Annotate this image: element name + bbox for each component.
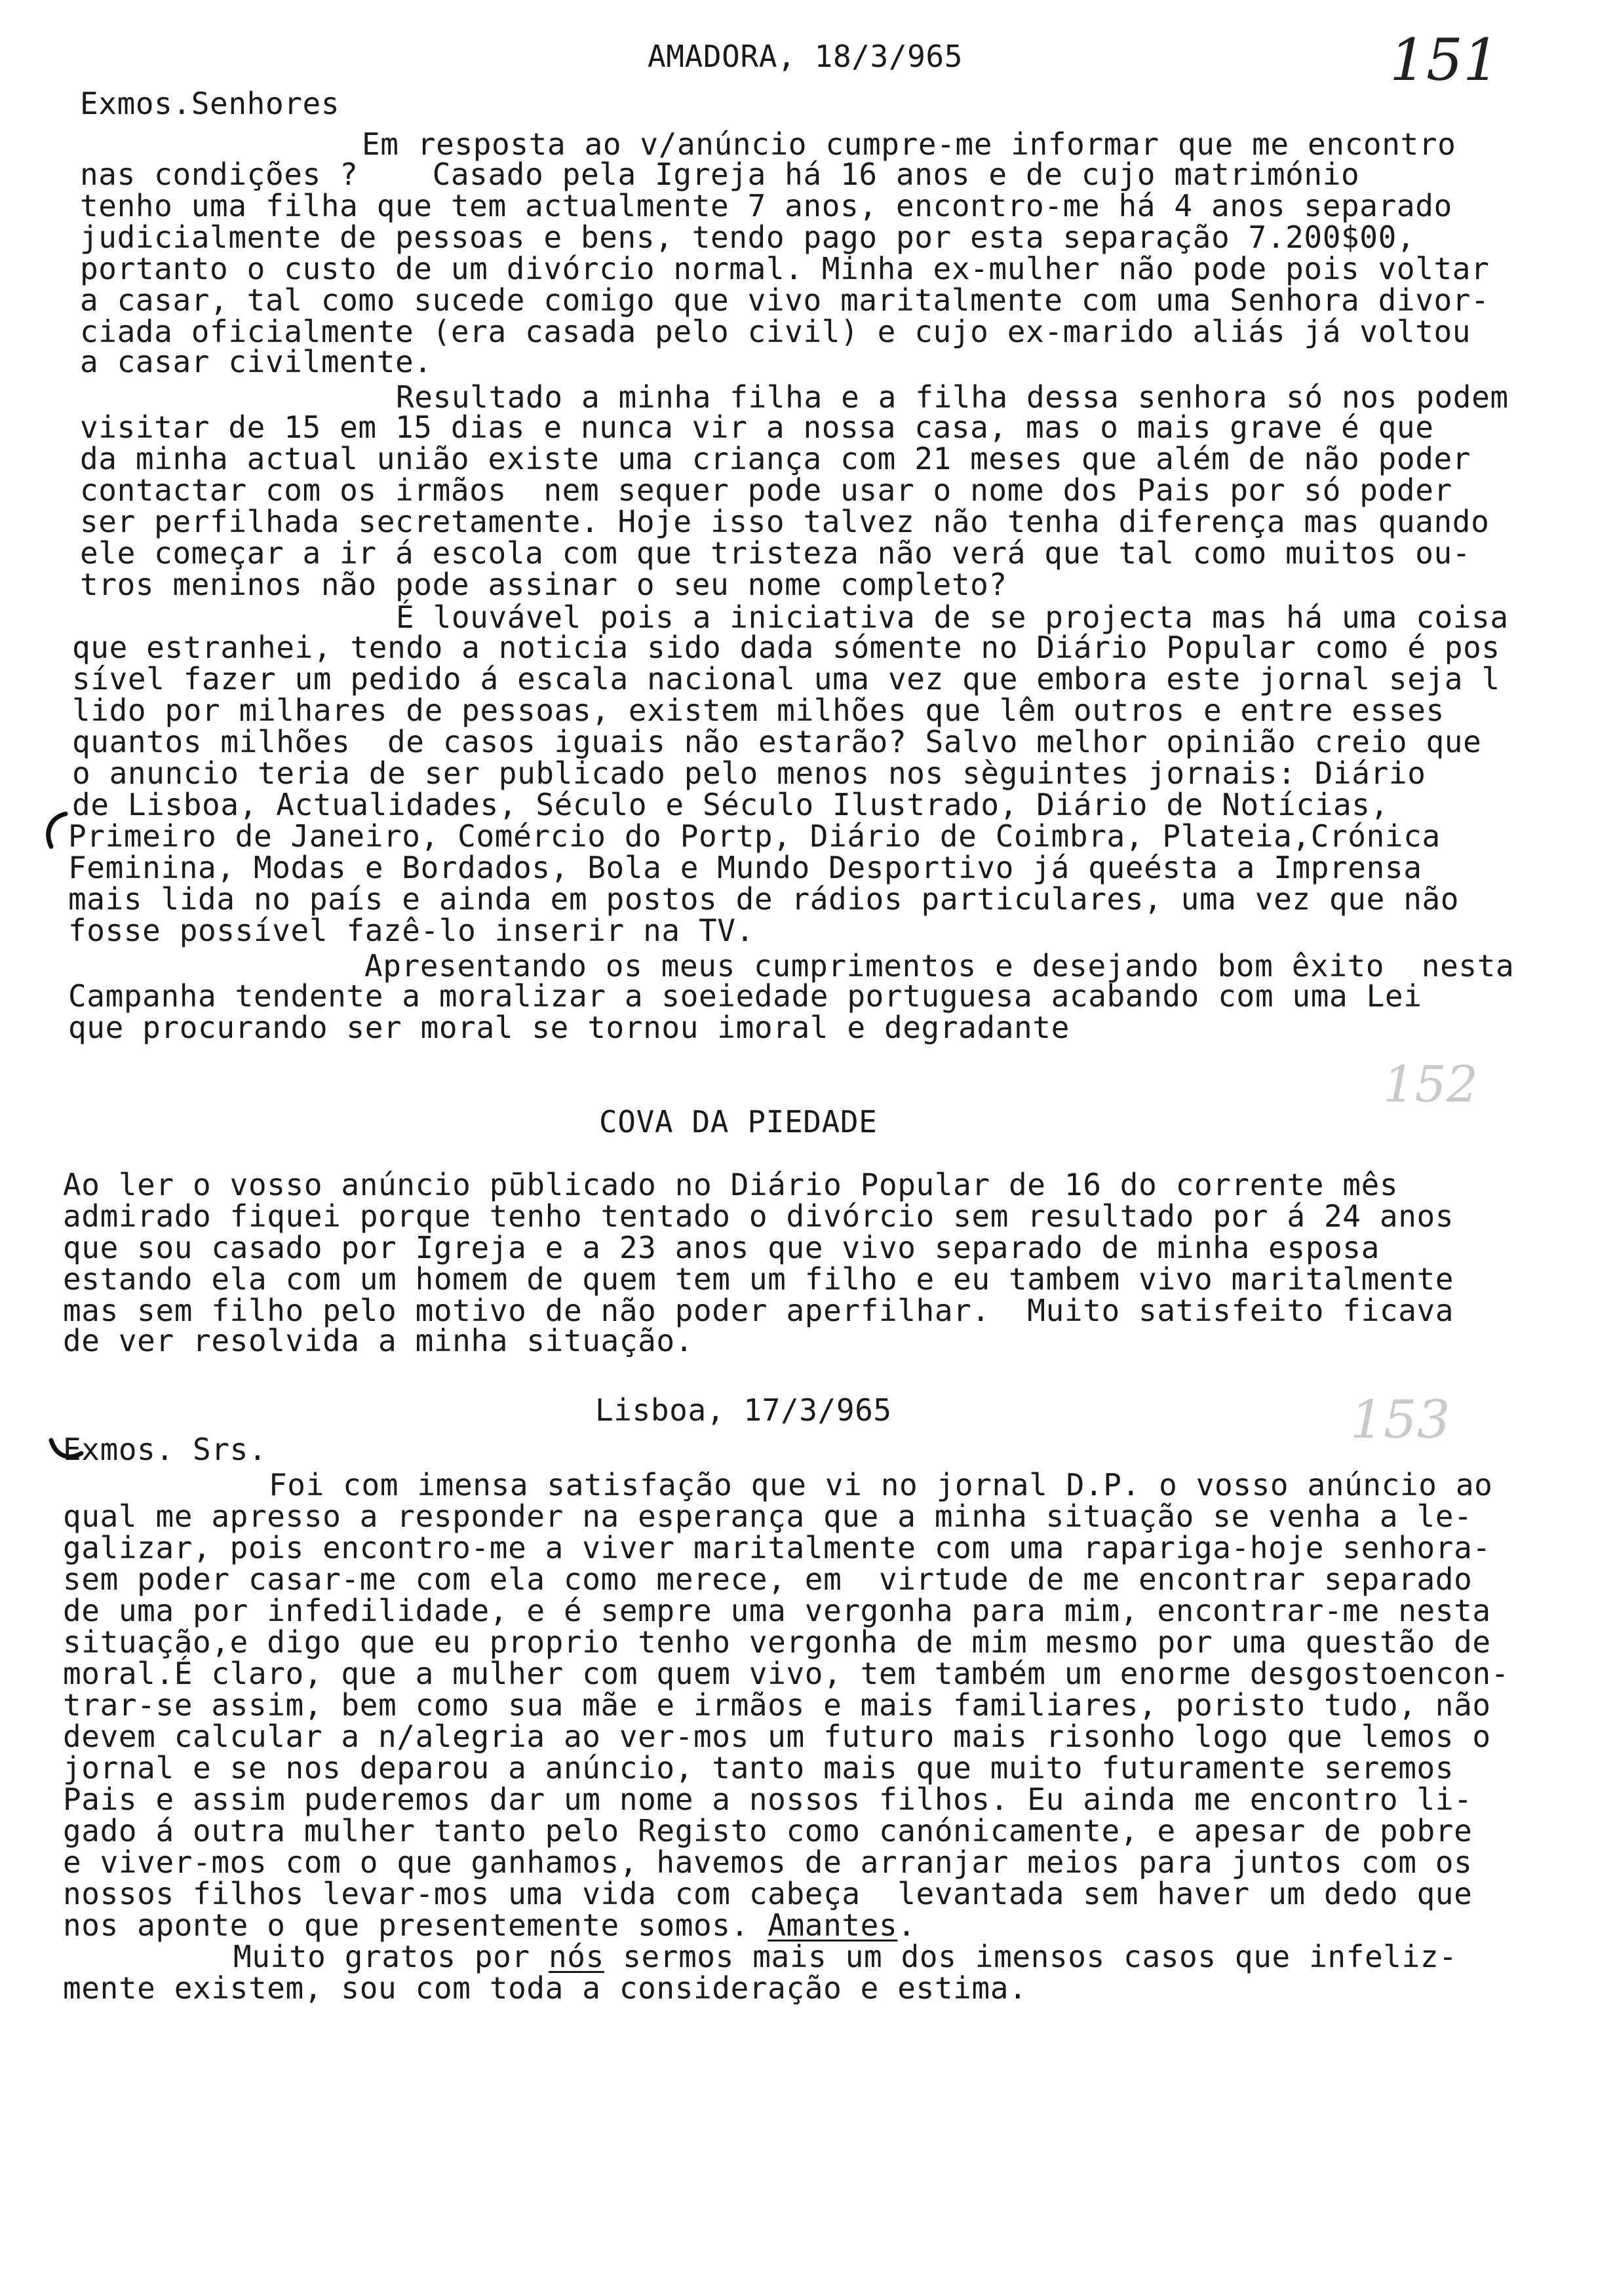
underlined-word: Amantes [768,1907,898,1943]
letter3-line: devem calcular a n/alegria ao ver-mos um futuro mais risonho logo que lemos o [63,1719,1491,1754]
letter3-line: Pais e assim puderemos dar um nome a nossos filhos. Eu ainda me encontro li- [63,1782,1473,1817]
letter3-line: sem poder casar-me com ela como merece, em virtude de me encontrar separado [63,1561,1473,1597]
letter2-line: estando ela com um homem de quem tem um filho e eu tambem vivo maritalmente [63,1261,1454,1297]
letter1-line: a casar civilmente. [80,344,433,379]
letter1-line: a casar, tal como sucede comigo que vivo maritalmente com uma Senhora divor- [80,282,1490,318]
letter1-line: judicialmente de pessoas e bens, tendo pago por esta separação 7.200$00, [80,220,1416,255]
faint-number-annotation: 152 [1383,1055,1479,1113]
letter3-line: trar-se assim, bem como sua mãe e irmãos e mais familiares, poristo tudo, não [63,1687,1491,1723]
letter1-line: Feminina, Modas e Bordados, Bola e Mundo Desportivo já queésta a Imprensa [68,850,1422,885]
closing-text: Muito gratos por [233,1939,549,1974]
letter1-line: ser perfilhada secretamente. Hoje isso talvez não tenha diferença mas quando [80,504,1490,539]
letter2-line: de ver resolvida a minha situação. [63,1323,694,1358]
letter3-line: nos aponte o que presentemente somos. [63,1907,768,1943]
letter1-line: o anuncio teria de ser publicado pelo menos nos sèguintes jornais: Diário [72,756,1426,791]
letter1-line: tenho uma filha que tem actualmente 7 anos, encontro-me há 4 anos separado [80,188,1452,223]
letter3-heading: Lisboa, 17/3/965 [595,1392,892,1428]
letter1-line: mais lida no país e ainda em postos de rádios particulares, uma vez que não [68,881,1460,917]
page-number-annotation: 151 [1390,26,1500,94]
letter3-line: Foi com imensa satisfação que vi no jornal D.P. o vosso anúncio ao [269,1467,1493,1502]
letter1-line: Apresentando os meus cumprimentos e desejando bom êxito nesta [364,948,1515,984]
letter1-line: contactar com os irmãos nem sequer pode usar o nome dos Pais por só poder [80,472,1452,508]
letter1-line: sível fazer um pedido á escala nacional uma vez que embora este jornal seja l [72,661,1500,697]
letter3-line: nossos filhos levar-mos uma vida com cabeça levantada sem haver um dedo que [63,1876,1473,1911]
letter3-line: e viver-mos com o que ganhamos, havemos de arranjar meios para juntos com os [63,1845,1473,1880]
letter3-line-with-underline [63,1908,916,1942]
faint-number-annotation: 153 [1350,1389,1450,1450]
letter1-line: nas condições ? Casado pela Igreja há 16 anos e de cujo matrimónio [80,157,1360,192]
letter1-line: ele começar a ir á escola com que tristeza não verá que tal como muitos ou- [80,535,1471,571]
letter3-salutation: Exmos. Srs. [63,1432,267,1467]
letter1-line: Em resposta ao v/anúncio cumpre-me informar que me encontro [362,126,1456,162]
closing-text: sermos mais um dos imensos casos que infeliz- [604,1939,1458,1974]
letter1-line: lido por milhares de pessoas, existem milhões que lêm outros e entre esses [72,693,1445,728]
letter3-line: situação,e digo que eu proprio tenho vergonha de mim mesmo por uma questão de [63,1624,1491,1660]
letter3-line: galizar, pois encontro-me a viver maritalmente com uma rapariga-hoje senhora- [63,1530,1491,1565]
letter3-line: de uma por infedilidade, e é sempre uma vergonha para mim, encontrar-me nesta [63,1593,1491,1628]
letter1-line: quantos milhões de casos iguais não estarão? Salvo melhor opinião creio que [72,724,1482,759]
letter1-line: Campanha tendente a moralizar a soeiedade portuguesa acabando com uma Lei [68,978,1422,1014]
margin-bracket-mark [47,1431,87,1470]
letter3-line: gado á outra mulher tanto pelo Registo como canónicamente, e apesar de pobre [63,1813,1473,1848]
letter2-line: Ao ler o vosso anúncio pūblicado no Diário Popular de 16 do corrente mês [63,1167,1399,1202]
letter1-salutation: Exmos.Senhores [80,86,340,121]
letter1-heading: AMADORA, 18/3/965 [648,39,963,74]
letter1-line: visitar de 15 em 15 dias e nunca vir a nossa casa, mas o mais grave é que [80,410,1434,445]
letter2-line: mas sem filho pelo motivo de não poder aperfilhar. Muito satisfeito ficava [63,1293,1454,1328]
letter1-line: Primeiro de Janeiro, Comércio do Portp, Diário de Coimbra, Plateia,Crónica [68,818,1441,854]
letter3-closing: mente existem, sou com toda a consideração e estima. [63,1970,1028,2006]
letter3-line: jornal e se nos deparou a anúncio, tanto mais que muito futuramente seremos [63,1750,1454,1786]
letter1-line: Resultado a minha filha e a filha dessa senhora só nos podem [396,379,1509,415]
letter1-line: É louvável pois a iniciativa de se projecta mas há uma coisa [396,600,1509,635]
letter1-line: da minha actual união existe uma criança com 21 meses que além de não poder [80,441,1471,476]
letter2-line: admirado fiquei porque tenho tentado o divórcio sem resultado por á 24 anos [63,1198,1454,1234]
letter1-line: que procurando ser moral se tornou imoral e degradante [68,1010,1070,1045]
letter3-line: moral.É claro, que a mulher com quem vivo, tem também um enorme desgostoencon- [63,1656,1509,1691]
letter3-line: qual me apresso a responder na esperança que a minha situação se venha a le- [63,1499,1473,1534]
letter2-heading: COVA DA PIEDADE [599,1104,878,1139]
underlined-word: nós [549,1939,604,1974]
letter1-line: tros meninos não pode assinar o seu nome completo? [80,567,1007,602]
margin-bracket-mark [39,810,72,856]
letter1-line: ciada oficialmente (era casada pelo civil) e cujo ex-marido aliás já voltou [80,314,1471,349]
letter3-closing [233,1940,1457,1974]
letter1-line: fosse possível fazê-lo inserir na TV. [68,913,754,948]
letter1-line: portanto o custo de um divórcio normal. Minha ex-mulher não pode pois voltar [80,251,1490,286]
letter2-line: que sou casado por Igreja e a 23 anos que vivo separado de minha esposa [63,1230,1380,1265]
letter1-line: que estranhei, tendo a noticia sido dada sómente no Diário Popular como é pos [72,630,1500,665]
letter1-line: de Lisboa, Actualidades, Século e Século Ilustrado, Diário de Notícias, [72,787,1389,822]
period: . [897,1907,916,1943]
